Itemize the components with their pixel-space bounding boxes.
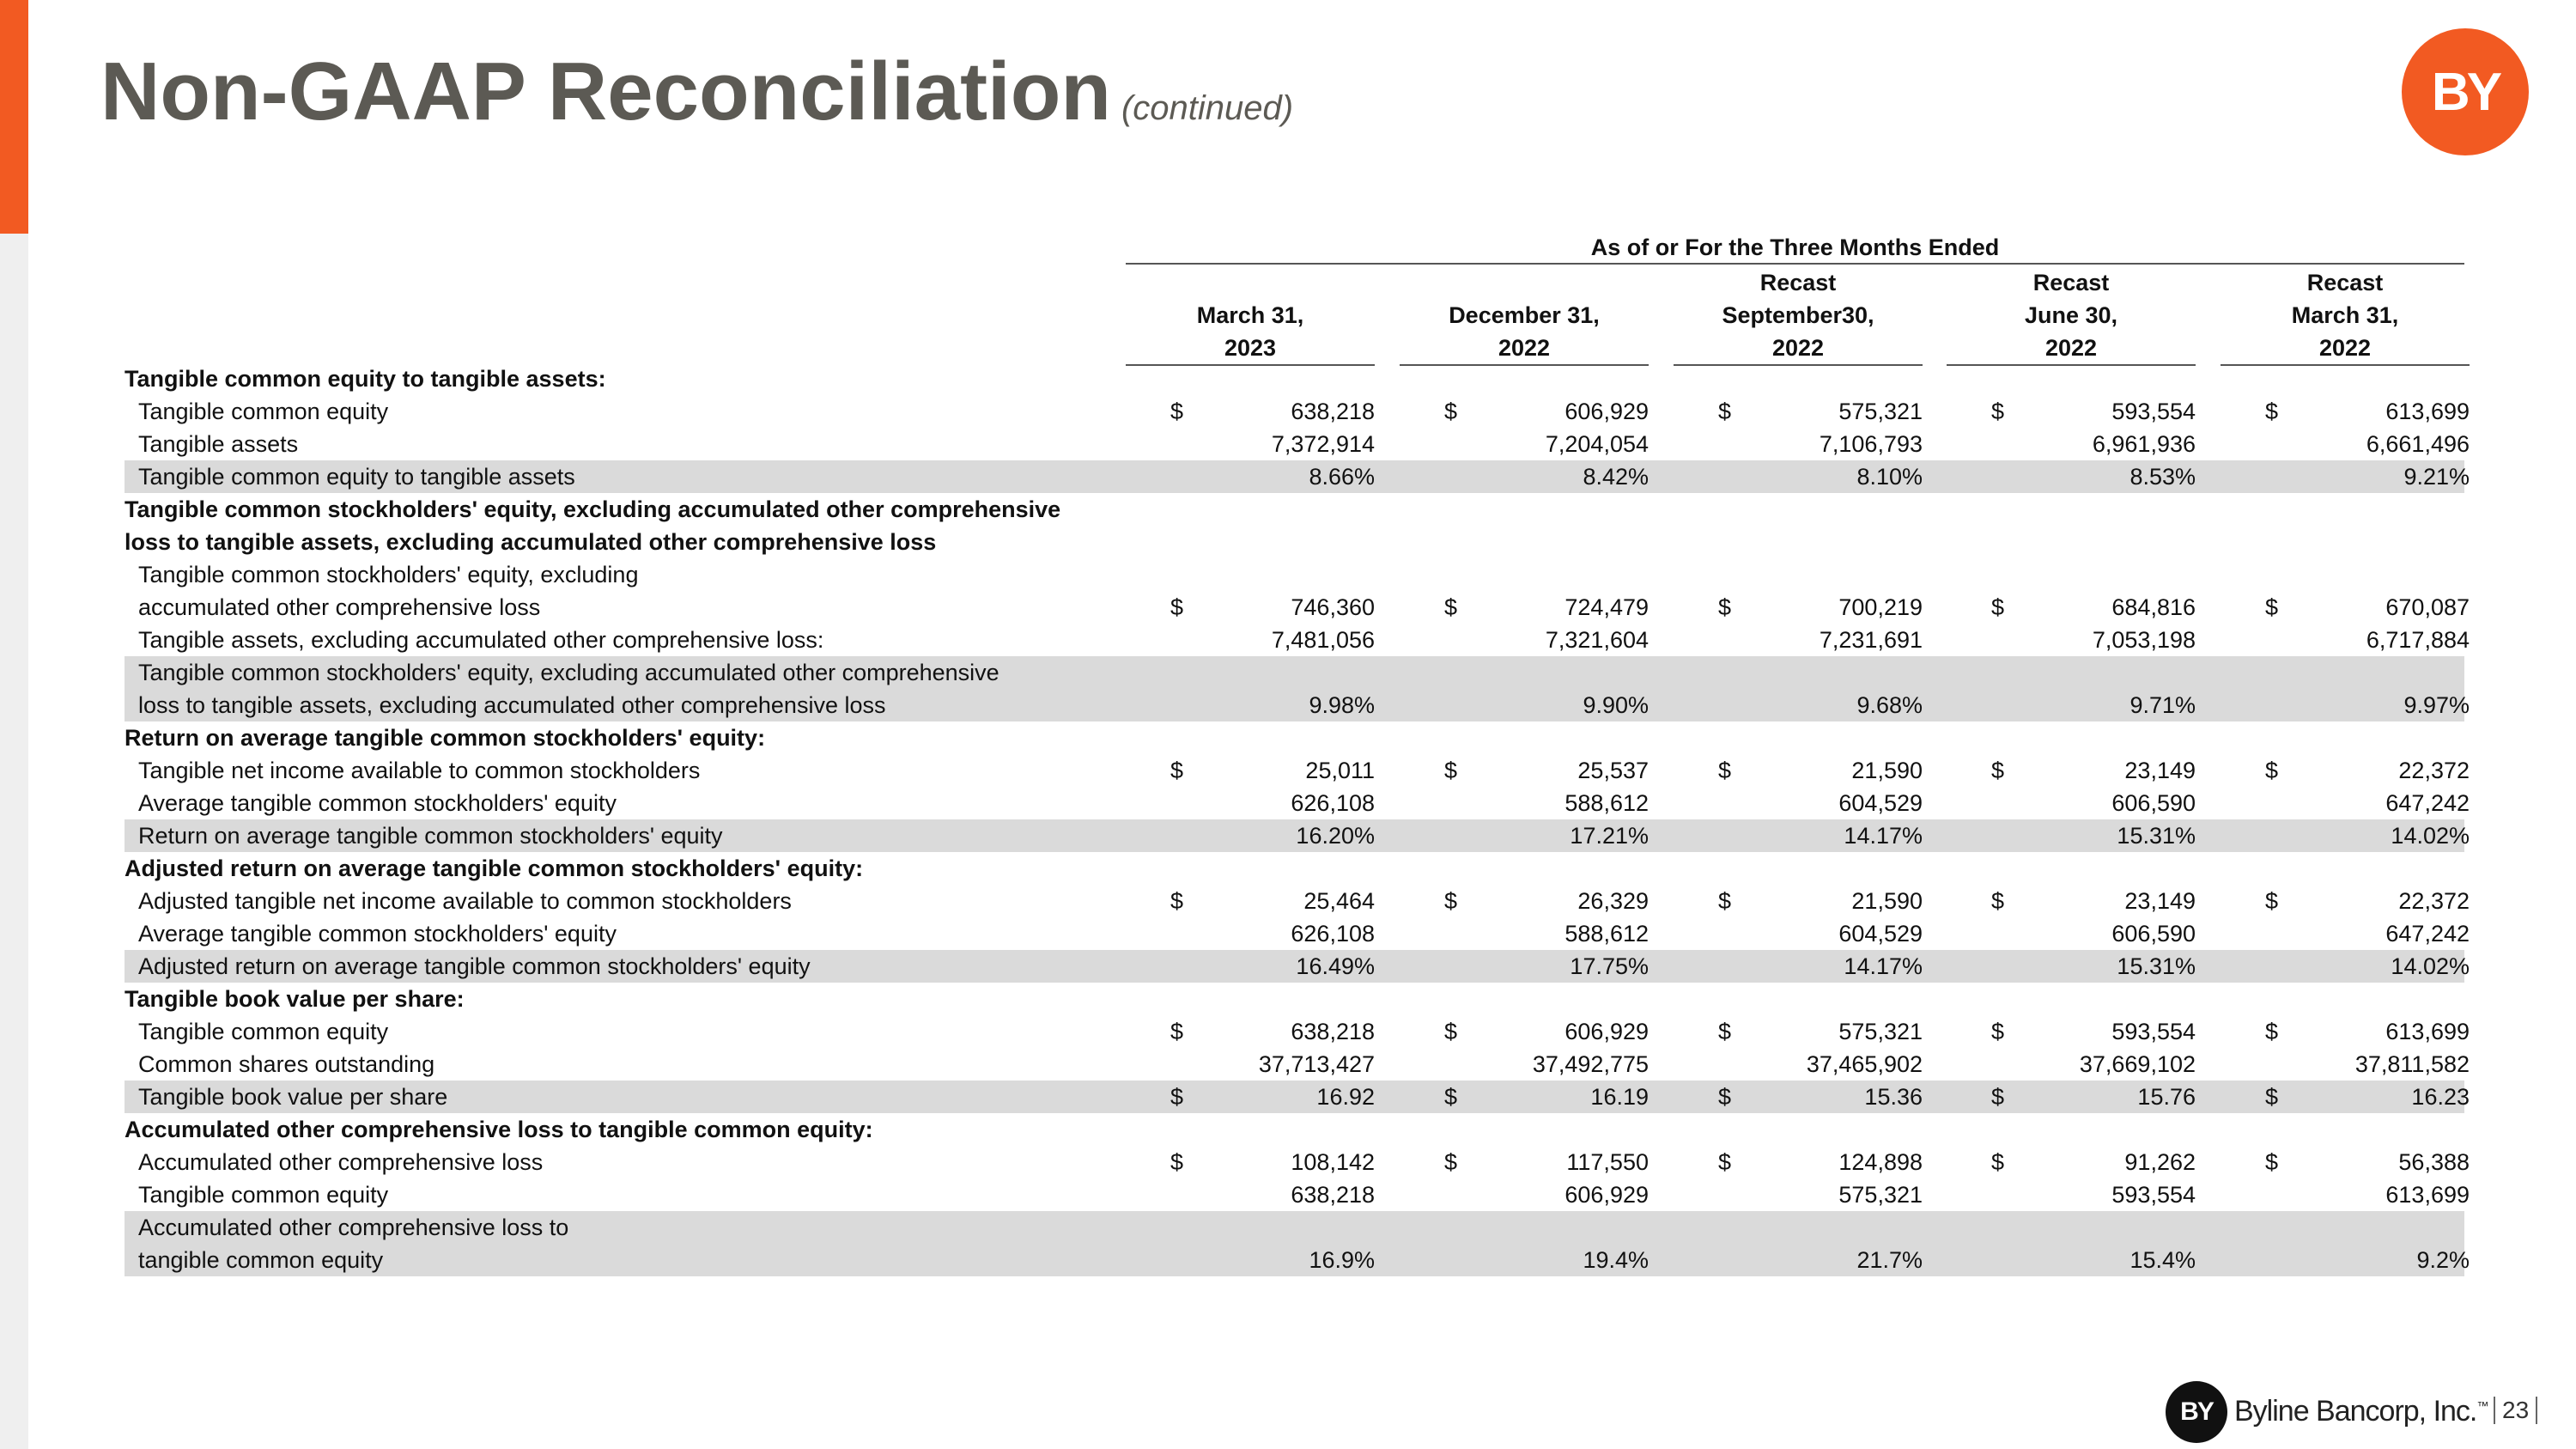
cell-value: 14.02% [2391,953,2470,979]
section-header-row [125,1113,2464,1146]
table-cell [1674,624,1923,656]
column-header [2221,266,2470,366]
table-cell [2221,1146,2470,1178]
cell-value: 8.42% [1583,464,1649,490]
currency-symbol: $ [1991,1149,2005,1175]
table-cell [1126,395,1375,428]
row-label: Adjusted tangible net income available to common stockholders [138,888,792,914]
cell-value: 7,372,914 [1271,431,1375,457]
table-cell [1947,591,2196,624]
currency-symbol: $ [2265,399,2279,424]
table-row [125,1048,2470,1081]
cell-value: 16.49% [1296,953,1375,979]
table-cell [1947,1048,2196,1081]
row-label: Tangible common stockholders' equity, excluding accumulated other comprehensive loss [138,562,639,620]
row-label: Adjusted return on average tangible common stockholders' equity [138,953,811,979]
row-label: Tangible book value per share [138,1084,448,1110]
cell-value: 638,218 [1291,1019,1375,1044]
row-label: Average tangible common stockholders' equity [138,790,617,816]
currency-symbol: $ [1991,399,2005,424]
column-header-line2: June 30, [2024,302,2118,328]
footer-logo-text: BY [2180,1397,2213,1426]
table-row [125,917,2470,950]
table-row [125,558,2470,624]
table-cell [1126,624,1375,656]
table-row [125,819,2470,852]
cell-value: 604,529 [1838,790,1923,816]
currency-symbol: $ [1444,1019,1458,1044]
table-cell [2221,885,2470,917]
table-cell [1674,917,1923,950]
cell-value: 604,529 [1838,921,1923,947]
cell-value: 606,590 [2111,921,2196,947]
cell-value: 626,108 [1291,921,1375,947]
row-label: Accumulated other comprehensive loss [138,1149,544,1175]
cell-value: 626,108 [1291,790,1375,816]
table-row [125,1146,2470,1178]
cell-value: 25,537 [1577,758,1649,783]
table-cell [1674,1015,1923,1048]
table-row [125,1178,2470,1211]
cell-value: 638,218 [1291,1182,1375,1208]
cell-value: 700,219 [1838,594,1923,620]
cell-value: 17.21% [1570,823,1649,849]
section-header-row [125,721,2464,754]
row-label: Accumulated other comprehensive loss to tangible common equity: [125,1117,873,1142]
cell-value: 14.17% [1844,953,1923,979]
currency-symbol: $ [1718,1019,1732,1044]
cell-value: 606,929 [1564,1182,1649,1208]
table-cell [1947,754,2196,787]
cell-value: 638,218 [1291,399,1375,424]
cell-value: 7,106,793 [1819,431,1923,457]
table-cell [1400,819,1649,852]
table-cell [1674,754,1923,787]
table-row [125,1211,2470,1276]
cell-value: 16.23 [2411,1084,2470,1110]
cell-value: 7,481,056 [1271,627,1375,653]
table-cell [1674,591,1923,624]
table-cell [2221,917,2470,950]
table-cell [2221,950,2470,983]
table-cell [1674,395,1923,428]
currency-symbol: $ [2265,1019,2279,1044]
currency-symbol: $ [1170,1149,1184,1175]
page-title [100,45,1293,139]
table-cell [1126,1178,1375,1211]
cell-value: 19.4% [1583,1247,1649,1273]
column-header [1674,266,1923,366]
footer-trademark: ™ [2476,1398,2488,1413]
cell-value: 14.17% [1844,823,1923,849]
left-accent-bar [0,0,28,234]
row-label: Tangible common stockholders' equity, excluding accumulated other comprehensive loss to tangible assets, excluding accumulated other comprehensive loss [125,496,1061,555]
row-label: Average tangible common stockholders' equity [138,921,617,947]
currency-symbol: $ [1170,1019,1184,1044]
column-header-line3: 2022 [1947,332,2196,366]
currency-symbol: $ [1718,1149,1732,1175]
cell-value: 575,321 [1838,1182,1923,1208]
cell-value: 56,388 [2398,1149,2470,1175]
currency-symbol: $ [1718,1084,1732,1110]
row-label: Tangible common equity [138,1019,389,1044]
table-cell [1947,917,2196,950]
table-cell [1947,395,2196,428]
table-cell [1126,787,1375,819]
currency-symbol: $ [1444,758,1458,783]
cell-value: 22,372 [2398,758,2470,783]
table-cell [2221,624,2470,656]
table-cell [1126,1146,1375,1178]
table-cell [1400,917,1649,950]
currency-symbol: $ [1170,1084,1184,1110]
cell-value: 647,242 [2385,790,2470,816]
cell-value: 7,321,604 [1545,627,1649,653]
cell-value: 15.4% [2129,1247,2196,1273]
cell-value: 9.68% [1856,692,1923,718]
currency-symbol: $ [2265,1084,2279,1110]
cell-value: 124,898 [1838,1149,1923,1175]
currency-symbol: $ [1718,888,1732,914]
table-cell [1674,950,1923,983]
table-cell [1947,428,2196,460]
table-cell [2221,819,2470,852]
row-label: Tangible common equity to tangible assets [138,464,575,490]
column-header-line1: Recast [2306,270,2384,295]
cell-value: 7,231,691 [1819,627,1923,653]
row-label: Tangible common equity [138,399,389,424]
table-cell [1674,689,1923,721]
section-header-row [125,362,2464,395]
table-cell [1947,1081,2196,1113]
table-group-header: As of or For the Three Months Ended [1126,232,2464,265]
table-cell [1674,1048,1923,1081]
table-cell [2221,1081,2470,1113]
row-label: Return on average tangible common stockholders' equity: [125,725,766,751]
row-label: Tangible assets [138,431,299,457]
table-cell [1126,689,1375,721]
cell-value: 21,590 [1851,888,1923,914]
footer-company-name [2234,1395,2488,1428]
footer-logo [2166,1381,2227,1443]
column-header [1947,266,2196,366]
column-header-line1 [1126,266,1375,299]
table-cell [1947,689,2196,721]
currency-symbol: $ [1170,758,1184,783]
row-label: Tangible net income available to common stockholders [138,758,701,783]
table-cell [1400,428,1649,460]
currency-symbol: $ [1991,594,2005,620]
table-cell [2221,1015,2470,1048]
table-cell [1400,1146,1649,1178]
column-header [1400,266,1649,366]
cell-value: 613,699 [2385,399,2470,424]
cell-value: 724,479 [1564,594,1649,620]
column-header-line1: Recast [2032,270,2110,295]
table-cell [2221,689,2470,721]
cell-value: 16.19 [1590,1084,1649,1110]
table-cell [2221,395,2470,428]
cell-value: 23,149 [2124,888,2196,914]
table-cell [1126,460,1375,493]
currency-symbol: $ [1170,594,1184,620]
column-header-line2: March 31, [1196,302,1304,328]
table-row [125,754,2470,787]
table-row [125,624,2470,656]
table-cell [1947,819,2196,852]
table-cell [1947,1244,2196,1276]
section-header-row [125,983,2464,1015]
page-number: 23 [2494,1397,2537,1424]
column-header-line3: 2022 [1674,332,1923,366]
table-row [125,787,2470,819]
table-cell [1400,1178,1649,1211]
cell-value: 9.90% [1583,692,1649,718]
row-label: Tangible book value per share: [125,986,465,1012]
column-header-line1 [1400,266,1649,299]
table-cell [1947,624,2196,656]
cell-value: 8.10% [1856,464,1923,490]
cell-value: 6,661,496 [2366,431,2470,457]
cell-value: 575,321 [1838,1019,1923,1044]
cell-value: 593,554 [2111,1019,2196,1044]
cell-value: 588,612 [1564,921,1649,947]
table-row [125,428,2470,460]
cell-value: 647,242 [2385,921,2470,947]
row-label: Tangible common equity to tangible assets: [125,366,606,392]
table-cell [1126,1048,1375,1081]
table-cell [1947,885,2196,917]
table-cell [1674,1244,1923,1276]
page-title-sub: (continued) [1121,89,1294,127]
cell-value: 593,554 [2111,399,2196,424]
currency-symbol: $ [1991,1084,2005,1110]
cell-value: 9.2% [2416,1247,2470,1273]
table-row [125,656,2470,721]
cell-value: 117,550 [1566,1149,1649,1175]
cell-value: 26,329 [1577,888,1649,914]
table-cell [1126,819,1375,852]
table-cell [2221,591,2470,624]
cell-value: 37,465,902 [1806,1051,1923,1077]
table-cell [1947,787,2196,819]
table-cell [2221,428,2470,460]
cell-value: 16.92 [1316,1084,1375,1110]
currency-symbol: $ [1991,758,2005,783]
brand-logo-text: BY [2431,62,2500,122]
currency-symbol: $ [2265,594,2279,620]
table-cell [1400,1048,1649,1081]
cell-value: 670,087 [2385,594,2470,620]
cell-value: 8.53% [2129,464,2196,490]
currency-symbol: $ [1444,1149,1458,1175]
currency-symbol: $ [2265,1149,2279,1175]
table-cell [1674,885,1923,917]
cell-value: 22,372 [2398,888,2470,914]
table-cell [1674,428,1923,460]
section-header-row [125,852,2464,885]
table-cell [2221,1244,2470,1276]
currency-symbol: $ [1444,399,1458,424]
cell-value: 15.31% [2117,953,2196,979]
cell-value: 746,360 [1291,594,1375,620]
cell-value: 7,053,198 [2092,627,2196,653]
table-cell [1126,950,1375,983]
column-header-line2: March 31, [2291,302,2399,328]
table-row [125,460,2470,493]
table-cell [1947,950,2196,983]
footer-company-text: Byline Bancorp, Inc. [2234,1395,2477,1428]
cell-value: 15.31% [2117,823,2196,849]
table-row [125,395,2470,428]
cell-value: 9.97% [2403,692,2470,718]
cell-value: 593,554 [2111,1182,2196,1208]
cell-value: 606,929 [1564,1019,1649,1044]
cell-value: 37,669,102 [2079,1051,2196,1077]
cell-value: 25,011 [1305,758,1375,783]
cell-value: 588,612 [1564,790,1649,816]
section-header-row [125,493,2464,558]
table-cell [1947,460,2196,493]
cell-value: 9.98% [1309,692,1375,718]
currency-symbol: $ [1170,399,1184,424]
table-row [125,885,2470,917]
table-cell [1400,395,1649,428]
currency-symbol: $ [1718,594,1732,620]
table-cell [1674,1146,1923,1178]
row-label: Return on average tangible common stockholders' equity [138,823,723,849]
table-cell [1674,819,1923,852]
cell-value: 108,142 [1291,1149,1375,1175]
currency-symbol: $ [2265,888,2279,914]
table-cell [1674,1178,1923,1211]
cell-value: 37,492,775 [1532,1051,1649,1077]
cell-value: 6,961,936 [2092,431,2196,457]
table-cell [2221,460,2470,493]
table-row [125,1081,2470,1113]
table-cell [1400,1015,1649,1048]
cell-value: 606,590 [2111,790,2196,816]
cell-value: 613,699 [2385,1019,2470,1044]
row-label: Accumulated other comprehensive loss to tangible common equity [138,1215,569,1273]
column-header-line2: December 31, [1449,302,1600,328]
column-header-line3: 2023 [1126,332,1375,366]
cell-value: 9.21% [2403,464,2470,490]
cell-value: 37,811,582 [2354,1051,2470,1077]
row-label: Tangible assets, excluding accumulated other comprehensive loss: [138,627,824,653]
cell-value: 23,149 [2124,758,2196,783]
table-cell [1400,754,1649,787]
table-cell [1126,1244,1375,1276]
table-cell [1126,591,1375,624]
table-cell [1400,787,1649,819]
table-cell [1400,624,1649,656]
currency-symbol: $ [1444,888,1458,914]
currency-symbol: $ [1991,1019,2005,1044]
column-header [1126,266,1375,366]
table-cell [1400,689,1649,721]
cell-value: 21,590 [1851,758,1923,783]
cell-value: 16.9% [1309,1247,1375,1273]
table-cell [1126,428,1375,460]
cell-value: 14.02% [2391,823,2470,849]
table-cell [1674,1081,1923,1113]
cell-value: 17.75% [1570,953,1649,979]
table-cell [1400,885,1649,917]
cell-value: 15.36 [1864,1084,1923,1110]
table-cell [1126,754,1375,787]
page-title-main: Non-GAAP Reconciliation [100,46,1111,137]
table-cell [1126,885,1375,917]
currency-symbol: $ [1718,399,1732,424]
cell-value: 21.7% [1856,1247,1923,1273]
table-cell [2221,754,2470,787]
table-cell [1400,1081,1649,1113]
cell-value: 575,321 [1838,399,1923,424]
currency-symbol: $ [2265,758,2279,783]
cell-value: 613,699 [2385,1182,2470,1208]
cell-value: 606,929 [1564,399,1649,424]
table-cell [1947,1146,2196,1178]
table-cell [1947,1178,2196,1211]
table-cell [1674,787,1923,819]
currency-symbol: $ [1991,888,2005,914]
row-label: Tangible common stockholders' equity, excluding accumulated other comprehensive loss to tangible assets, excluding accumulated other comprehensive loss [138,660,999,718]
currency-symbol: $ [1718,758,1732,783]
table-cell [2221,1178,2470,1211]
cell-value: 9.71% [2129,692,2196,718]
cell-value: 16.20% [1296,823,1375,849]
table-row [125,1015,2470,1048]
row-label: Common shares outstanding [138,1051,435,1077]
table-cell [1400,950,1649,983]
table-cell [1400,591,1649,624]
table-cell [2221,1048,2470,1081]
table-cell [1674,460,1923,493]
table-cell [1126,1015,1375,1048]
cell-value: 25,464 [1303,888,1375,914]
table-cell [2221,787,2470,819]
column-header-line1: Recast [1759,270,1837,295]
cell-value: 684,816 [2111,594,2196,620]
cell-value: 37,713,427 [1258,1051,1375,1077]
brand-logo [2402,28,2529,155]
cell-value: 7,204,054 [1545,431,1649,457]
table-cell [1400,1244,1649,1276]
currency-symbol: $ [1444,594,1458,620]
cell-value: 8.66% [1309,464,1375,490]
table-cell [1947,1015,2196,1048]
currency-symbol: $ [1444,1084,1458,1110]
currency-symbol: $ [1170,888,1184,914]
column-header-line3: 2022 [2221,332,2470,366]
row-label: Tangible common equity [138,1182,389,1208]
table-row [125,950,2470,983]
table-cell [1126,1081,1375,1113]
cell-value: 6,717,884 [2366,627,2470,653]
column-header-line2: September30, [1722,302,1874,328]
table-body [125,362,2470,1276]
table-cell [1126,917,1375,950]
row-label: Adjusted return on average tangible common stockholders' equity: [125,855,864,881]
table-cell [1400,460,1649,493]
cell-value: 91,262 [2124,1149,2196,1175]
column-header-line3: 2022 [1400,332,1649,366]
cell-value: 15.76 [2137,1084,2196,1110]
